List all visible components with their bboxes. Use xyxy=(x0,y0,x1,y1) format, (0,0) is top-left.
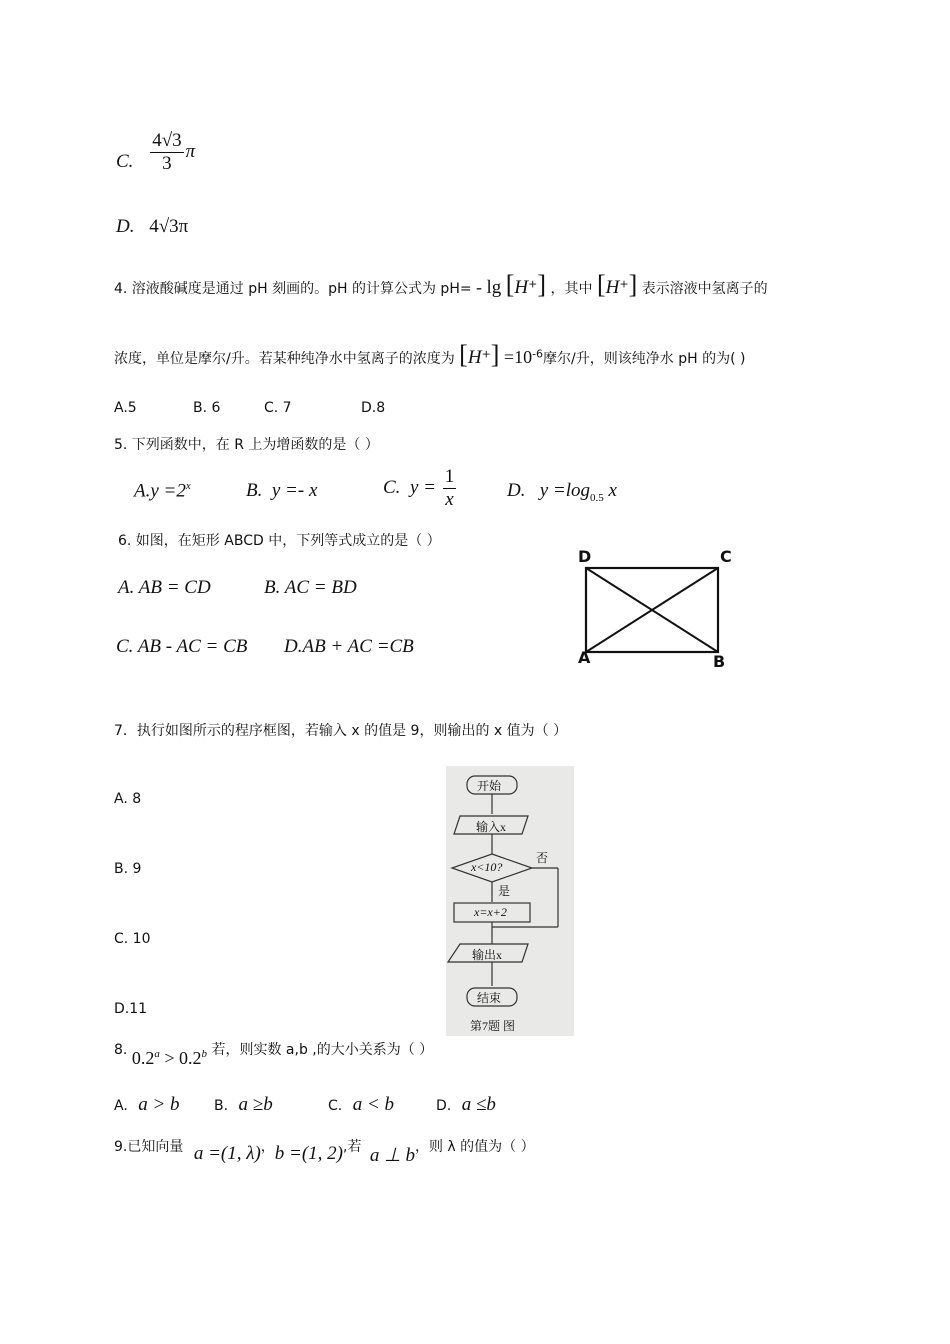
q6-option-d: D.AB + AC =CB xyxy=(284,636,414,657)
q8-choice-a: A. a > b xyxy=(114,1094,180,1115)
q7-choice-c: C. 10 xyxy=(114,931,151,947)
flowchart-shapes xyxy=(446,766,574,1036)
exponent: -6 xyxy=(532,347,544,361)
denominator: 3 xyxy=(162,153,172,174)
option-letter: D. xyxy=(116,216,135,237)
h-ion: H xyxy=(467,347,482,368)
q8-choice-b: B. a ≥b xyxy=(214,1094,273,1115)
q4-text: 浓度，单位是摩尔/升。若某种纯净水中氢离子的浓度为 xyxy=(114,351,455,367)
fraction: $\frac{1}{x}$ xyxy=(444,466,455,510)
q5-option-b: B. y =- x xyxy=(246,480,318,501)
flow-caption: 第7题 图 xyxy=(470,1019,516,1033)
q6-option-b: B. AC = BD xyxy=(264,577,357,598)
numerator: 4√3 xyxy=(152,130,182,151)
q4-text: ，其中 xyxy=(550,281,593,297)
vertex-label-c: C xyxy=(720,547,732,566)
q4-choice-b: B. 6 xyxy=(193,400,221,416)
vertex-label-b: B xyxy=(713,652,726,671)
q4-text: 4. 溶液酸碱度是通过 pH 刻画的。pH 的计算公式为 pH= xyxy=(114,281,472,297)
flow-input: 输入x xyxy=(476,820,507,834)
lg-function: lg xyxy=(486,277,502,298)
q7-choice-b: B. 9 xyxy=(114,861,142,877)
flowchart xyxy=(446,766,574,1036)
flow-assign: x=x+2 xyxy=(474,905,507,919)
q4-choice-d: D.8 xyxy=(361,400,386,416)
vertex-label-d: D xyxy=(578,547,592,566)
minus-sign: - xyxy=(476,277,483,297)
flow-output: 输出x xyxy=(472,948,503,962)
q6-option-a: A. AB = CD xyxy=(118,577,211,598)
flow-end: 结束 xyxy=(477,991,502,1005)
q5-option-c: C. y = $\frac{1}{x}$ xyxy=(383,466,455,510)
q5-option-d: D. $y =\log_{0.5}$ x xyxy=(507,480,617,504)
flow-start: 开始 xyxy=(477,779,502,793)
vector-b: b =(1, 2) xyxy=(274,1143,344,1164)
option-d xyxy=(116,216,188,238)
h-ion: H xyxy=(514,277,529,298)
perpendicular-condition: a ⊥ b xyxy=(369,1145,415,1166)
q5-stem: 5. 下列函数中，在 R 上为增函数的是（ ） xyxy=(114,437,379,453)
q4-text: 摩尔/升，则该纯净水 pH 的为( ) xyxy=(543,351,746,367)
option-letter: C. xyxy=(116,150,134,172)
q8-choice-d: D. a ≤b xyxy=(436,1094,496,1115)
pi-symbol: π xyxy=(185,140,196,162)
q7-stem: 7．执行如图所示的程序框图，若输入 x 的值是 9，则输出的 x 值为（ ） xyxy=(114,723,568,739)
flow-yes: 是 xyxy=(498,884,511,898)
q4-line1: 4. 溶液酸碱度是通过 pH 刻画的。pH 的计算公式为 pH= - lg [H+] ，其中 [H+] 表示溶液中氢离子的 xyxy=(114,270,768,299)
option-expr: 4√3π xyxy=(149,216,189,237)
q7-choice-a: A. 8 xyxy=(114,791,142,807)
q8-stem: 8. 0.2$^a$ > 0.2$^b$ 若，则实数 a,b ,的大小关系为（ ） xyxy=(114,1042,434,1068)
q4-choice-c: C. 7 xyxy=(264,400,292,416)
vector-a: a =(1, λ) xyxy=(193,1143,261,1164)
q4-line2: 浓度，单位是摩尔/升。若某种纯净水中氢离子的浓度为 $[H^+] =10^{-6}$摩尔/升，则该纯净水 pH 的为( ) xyxy=(114,340,746,369)
q4-choice-a: A.5 xyxy=(114,400,137,416)
q6-stem: 6. 如图，在矩形 ABCD 中，下列等式成立的是（ ） xyxy=(118,533,441,549)
flow-no: 否 xyxy=(536,851,549,865)
h-ion: H xyxy=(605,277,620,298)
q7-choice-d: D.11 xyxy=(114,1001,148,1017)
flow-cond: x<10? xyxy=(471,860,503,874)
q6-option-c: C. AB - AC = CB xyxy=(116,636,248,657)
q9-stem: 9.已知向量 a =(1, λ)，b =(1, 2),若 a ⊥ b，则 λ 的值为（ ） xyxy=(114,1139,535,1166)
inequality: 0.2$^a$ > 0.2$^b$ xyxy=(131,1048,207,1068)
equals-ten: =10 xyxy=(503,347,533,367)
q5-option-a: $A.y =2^x$ xyxy=(134,480,191,502)
fraction xyxy=(150,130,183,175)
vertex-label-a: A xyxy=(578,648,591,667)
q8-choice-c: C. a < b xyxy=(328,1094,395,1115)
q4-text: 表示溶液中氢离子的 xyxy=(641,281,768,297)
option-c xyxy=(116,130,195,175)
